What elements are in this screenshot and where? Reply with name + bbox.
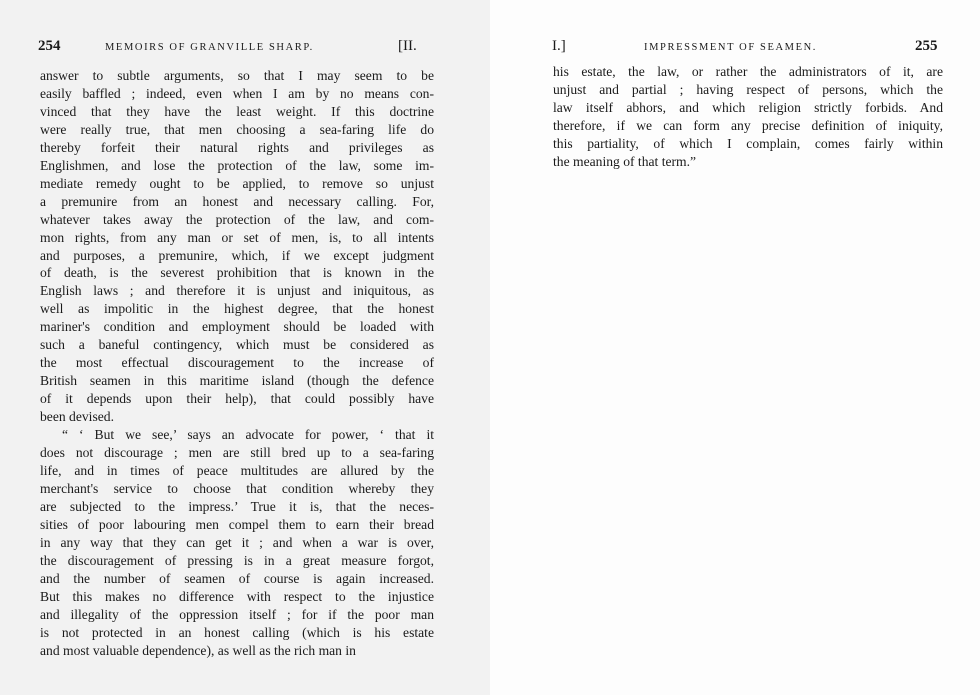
text-line: vinced that they have the least weight. If this doctrine <box>40 103 434 119</box>
text-line: therefore, if we can form any precise definition of iniquity, <box>553 117 943 133</box>
text-line: are subjected to the impress.’ True it is, that the neces- <box>40 498 434 514</box>
right-running-title: IMPRESSMENT OF SEAMEN. <box>644 42 817 53</box>
text-line: and illegality of the oppression itself ; for if the poor man <box>40 606 434 622</box>
text-line: of it depends upon their help), that could possibly have <box>40 391 434 407</box>
text-line: the discouragement of pressing is in a great measure forgot, <box>40 552 434 568</box>
right-page-header <box>552 38 947 58</box>
text-line: such a baneful contingency, which must be considered as <box>40 337 434 353</box>
right-page <box>490 0 980 695</box>
text-line: of death, is the severest prohibition that is known in the <box>40 265 434 281</box>
text-line: But this makes no difference with respect to the injustice <box>40 588 434 604</box>
text-line: thereby forfeit their natural rights and privileges as <box>40 139 434 155</box>
text-line: “ ‘ But we see,’ says an advocate for power, ‘ that it <box>62 427 434 443</box>
text-line: this partiality, of which I complain, comes fairly within <box>553 135 943 151</box>
text-line: his estate, the law, or rather the administrators of it, are <box>553 64 943 79</box>
left-body-text <box>40 67 434 659</box>
text-line: mediate remedy ought to be applied, to remove so unjust <box>40 175 434 191</box>
text-line: in any way that they can get it ; and when a war is over, <box>40 534 434 550</box>
text-line: a premunire from an honest and necessary calling. For, <box>40 193 434 209</box>
text-line: unjust and partial ; having respect of persons, which the <box>553 81 943 97</box>
text-line: English laws ; and therefore it is unjust and iniquitous, as <box>40 283 434 299</box>
right-chapter-mark: I.] <box>552 38 566 54</box>
text-line: Englishmen, and lose the protection of the law, some im- <box>40 157 434 173</box>
right-body-text <box>553 63 943 171</box>
left-page-header <box>38 38 448 58</box>
right-page-number: 255 <box>915 38 938 54</box>
text-line: the meaning of that term.” <box>553 153 697 169</box>
text-line: mariner's condition and employment should be loaded with <box>40 319 434 335</box>
text-line: life, and in times of peace multitudes are allured by the <box>40 462 434 478</box>
text-line: the most effectual discouragement to the increase of <box>40 355 434 371</box>
text-line: is not protected in an honest calling (which is his estate <box>40 624 434 640</box>
text-line: and the number of seamen of course is again increased. <box>40 570 434 586</box>
text-line: mon rights, from any man or set of men, is, to all intents <box>40 229 434 245</box>
left-page-number: 254 <box>38 38 61 54</box>
text-line: merchant's service to choose that condition whereby they <box>40 480 434 496</box>
left-running-title: MEMOIRS OF GRANVILLE SHARP. <box>105 42 314 53</box>
text-line: answer to subtle arguments, so that I may seem to be <box>40 68 434 83</box>
text-line: been devised. <box>40 409 114 425</box>
left-chapter-mark: [II. <box>398 38 417 54</box>
text-line: well as impolitic in the highest degree, that the honest <box>40 301 434 317</box>
text-line: sities of poor labouring men compel them to earn their bread <box>40 516 434 532</box>
text-line: does not discourage ; men are still bred up to a sea-faring <box>40 445 434 461</box>
text-line: British seamen in this maritime island (though the defence <box>40 373 434 389</box>
text-line: and purposes, a premunire, which, if we except judgment <box>40 247 434 263</box>
text-line: whatever takes away the protection of the law, and com- <box>40 211 434 227</box>
text-line: were really true, that men choosing a sea-faring life do <box>40 121 434 137</box>
text-line: easily baffled ; indeed, even when I am by no means con- <box>40 85 434 101</box>
text-line: and most valuable dependence), as well as the rich man in <box>40 642 356 658</box>
text-line: law itself abhors, and which religion strictly forbids. And <box>553 99 943 115</box>
